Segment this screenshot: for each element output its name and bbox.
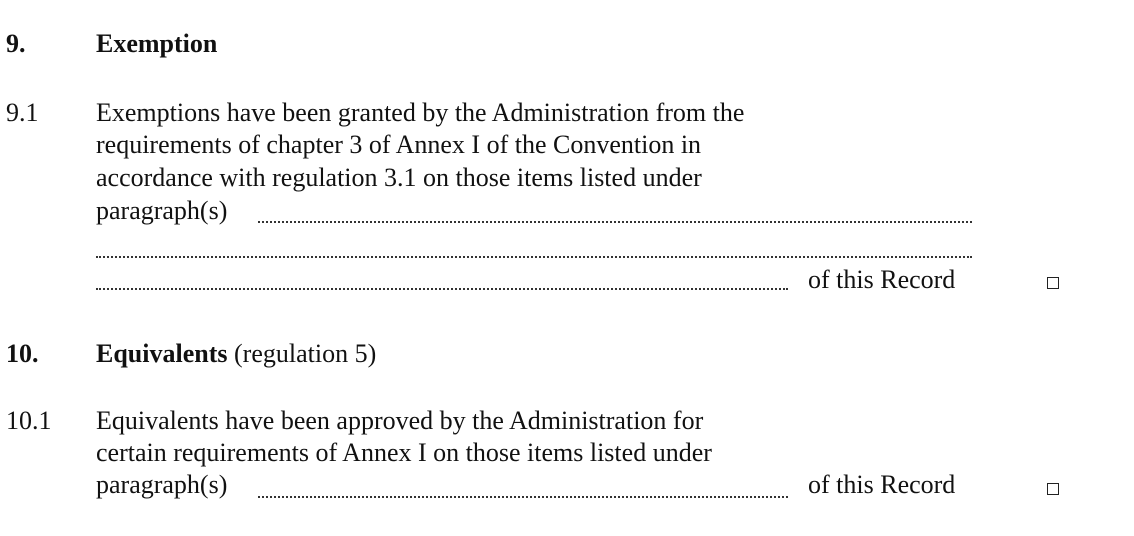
section-10-heading bbox=[96, 339, 376, 369]
item-9-1-checkbox[interactable] bbox=[1047, 277, 1059, 289]
section-9-number: 9. bbox=[6, 29, 26, 58]
item-9-1-blank-line-3[interactable] bbox=[96, 288, 788, 290]
section-10-number: 10. bbox=[6, 339, 39, 368]
item-10-1-number: 10.1 bbox=[6, 406, 52, 435]
item-9-1-blank-line-1[interactable] bbox=[258, 221, 972, 223]
item-9-1-line-3: accordance with regulation 3.1 on those items listed under bbox=[96, 163, 702, 192]
item-10-1-suffix: of this Record bbox=[808, 470, 956, 499]
section-9-title: Exemption bbox=[96, 29, 218, 58]
item-10-1-blank-line[interactable] bbox=[258, 496, 788, 498]
item-10-1-line-1: Equivalents have been approved by the Administration for bbox=[96, 406, 704, 435]
item-9-1-suffix: of this Record bbox=[808, 265, 956, 294]
item-9-1-paragraph-label: paragraph(s) bbox=[96, 196, 228, 225]
item-10-1-checkbox[interactable] bbox=[1047, 483, 1059, 495]
item-10-1-line-2: certain requirements of Annex I on those items listed under bbox=[96, 438, 712, 467]
item-9-1-blank-line-2[interactable] bbox=[96, 256, 972, 258]
item-9-1-line-2: requirements of chapter 3 of Annex I of the Convention in bbox=[96, 130, 702, 159]
item-9-1-number: 9.1 bbox=[6, 98, 39, 127]
section-10-title-note: (regulation 5) bbox=[234, 339, 377, 368]
item-10-1-paragraph-label: paragraph(s) bbox=[96, 470, 228, 499]
section-10-title: Equivalents bbox=[96, 339, 228, 368]
item-9-1-line-1: Exemptions have been granted by the Administration from the bbox=[96, 98, 745, 127]
